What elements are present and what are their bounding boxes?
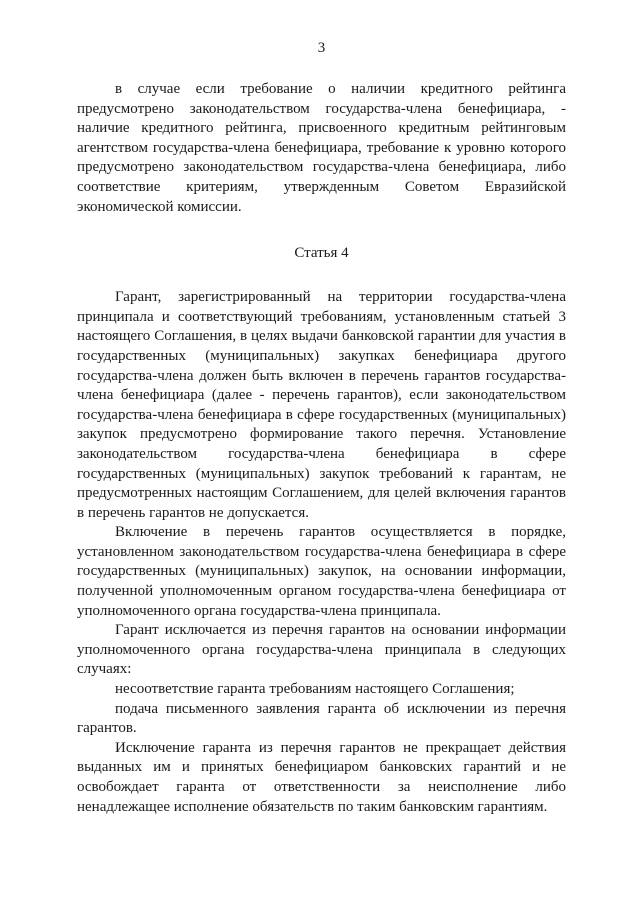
article-paragraph-2: Включение в перечень гарантов осуществляется в порядке, установленном законодательством государства-члена бенефициара в сфере государственных (муниципальных) закупок, на основании информации, полученной уполномоченным органом государства-члена бенефициара от уполномоченного органа государства-члена принципала. (77, 524, 566, 619)
intro-paragraph: в случае если требование о наличии кредитного рейтинга предусмотрено законодательством государства-члена бенефициара, - наличие кредитного рейтинга, присвоенного кредитным рейтинговым агентством государства-члена бенефициара, требование к уровню которого предусмотрено законодательством государства-члена бенефициара, либо соответствие критериям, утвержденным Советом Евразийской экономической комиссии. (77, 81, 566, 215)
page-number: 3 (317, 40, 326, 56)
article-heading: Статья 4 (294, 245, 349, 262)
article-paragraph-final: Исключение гаранта из перечня гарантов не прекращает действия выданных им и принятых бенефициаром банковских гарантий и не освобождает гаранта от ответственности за неисполнение либо ненадлежащее исполнение обязательств по таким банковским гарантиям. (77, 739, 566, 815)
article-paragraph-1: Гарант, зарегистрированный на территории государства-члена принципала и соответствующий требованиям, установленным статьей 3 настоящего Соглашения, в целях выдачи банковской гарантии для участия в государственных (муниципальных) закупках бенефициара другого государства-члена должен быть включен в перечень гарантов государства-члена бенефициара (далее - перечень гарантов), если законодательством государства-члена бенефициара в сфере государственных (муниципальных) закупок предусмотрено формирование такого перечня. Установление законодательством государства-члена бенефициара в сфере государственных (муниципальных) закупок требований к гарантам, не предусмотренных настоящим Соглашением, для целей включения гарантов в перечень гарантов не допускается. (77, 289, 566, 521)
document-page (77, 38, 566, 817)
list-item-noncompliance: несоответствие гаранта требованиям настоящего Соглашения; (115, 681, 515, 698)
list-item-written-request: подача письменного заявления гаранта об исключении из перечня гарантов. (77, 700, 566, 737)
article-paragraph-3: Гарант исключается из перечня гарантов на основании информации уполномоченного органа государства-члена принципала в следующих случаях: (77, 622, 566, 678)
